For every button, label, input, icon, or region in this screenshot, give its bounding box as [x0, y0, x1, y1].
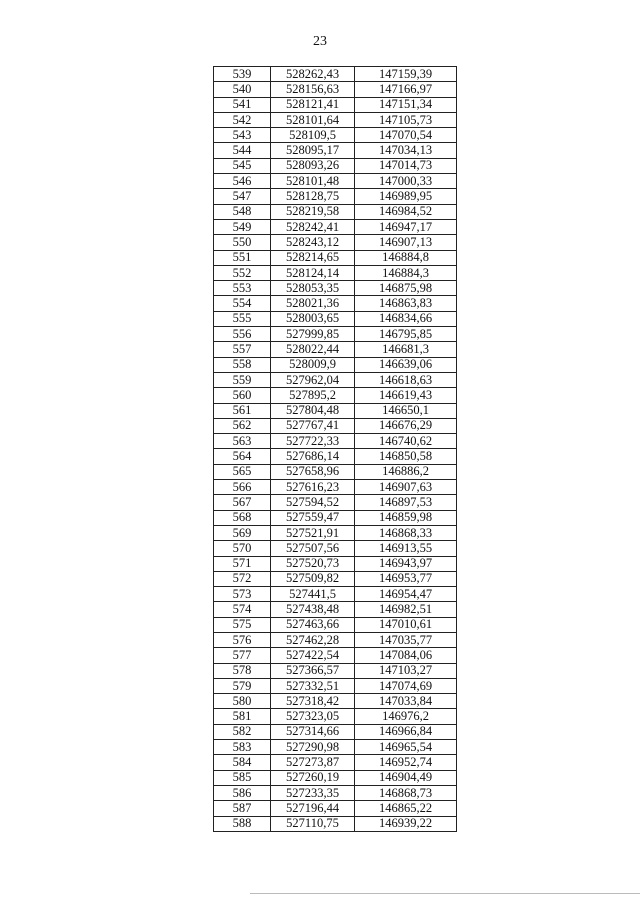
point-number-cell: 564 [214, 449, 271, 464]
y-coordinate-cell: 146650,1 [355, 403, 457, 418]
table-row [214, 617, 457, 632]
point-number-cell: 555 [214, 311, 271, 326]
y-coordinate-cell: 146868,73 [355, 785, 457, 800]
y-coordinate-cell: 146907,13 [355, 235, 457, 250]
y-coordinate-cell: 146619,43 [355, 388, 457, 403]
x-coordinate-cell: 527767,41 [271, 418, 355, 433]
y-coordinate-cell: 146795,85 [355, 327, 457, 342]
x-coordinate-cell: 528242,41 [271, 219, 355, 234]
y-coordinate-cell: 147035,77 [355, 632, 457, 647]
y-coordinate-cell: 146913,55 [355, 541, 457, 556]
table-row [214, 189, 457, 204]
table-row [214, 740, 457, 755]
point-number-cell: 587 [214, 801, 271, 816]
x-coordinate-cell: 527314,66 [271, 724, 355, 739]
table-row [214, 480, 457, 495]
x-coordinate-cell: 527318,42 [271, 694, 355, 709]
x-coordinate-cell: 527594,52 [271, 495, 355, 510]
y-coordinate-cell: 146976,2 [355, 709, 457, 724]
table-row [214, 342, 457, 357]
point-number-cell: 565 [214, 464, 271, 479]
point-number-cell: 579 [214, 678, 271, 693]
x-coordinate-cell: 528053,35 [271, 281, 355, 296]
y-coordinate-cell: 146681,3 [355, 342, 457, 357]
y-coordinate-cell: 147014,73 [355, 158, 457, 173]
y-coordinate-cell: 146740,62 [355, 434, 457, 449]
x-coordinate-cell: 527233,35 [271, 785, 355, 800]
table-row [214, 372, 457, 387]
point-number-cell: 573 [214, 587, 271, 602]
table-row [214, 495, 457, 510]
y-coordinate-cell: 146947,17 [355, 219, 457, 234]
y-coordinate-cell: 146863,83 [355, 296, 457, 311]
table-row [214, 663, 457, 678]
y-coordinate-cell: 146952,74 [355, 755, 457, 770]
y-coordinate-cell: 146859,98 [355, 510, 457, 525]
x-coordinate-cell: 527658,96 [271, 464, 355, 479]
x-coordinate-cell: 527463,66 [271, 617, 355, 632]
table-row [214, 678, 457, 693]
point-number-cell: 560 [214, 388, 271, 403]
x-coordinate-cell: 527507,56 [271, 541, 355, 556]
x-coordinate-cell: 528101,64 [271, 112, 355, 127]
x-coordinate-cell: 528093,26 [271, 158, 355, 173]
table-row [214, 250, 457, 265]
table-row [214, 219, 457, 234]
x-coordinate-cell: 527273,87 [271, 755, 355, 770]
y-coordinate-cell: 146884,3 [355, 265, 457, 280]
x-coordinate-cell: 527323,05 [271, 709, 355, 724]
x-coordinate-cell: 527520,73 [271, 556, 355, 571]
y-coordinate-cell: 146984,52 [355, 204, 457, 219]
x-coordinate-cell: 527438,48 [271, 602, 355, 617]
point-number-cell: 561 [214, 403, 271, 418]
point-number-cell: 577 [214, 648, 271, 663]
point-number-cell: 559 [214, 372, 271, 387]
y-coordinate-cell: 146943,97 [355, 556, 457, 571]
x-coordinate-cell: 527422,54 [271, 648, 355, 663]
point-number-cell: 588 [214, 816, 271, 831]
point-number-cell: 544 [214, 143, 271, 158]
table-row [214, 694, 457, 709]
point-number-cell: 586 [214, 785, 271, 800]
x-coordinate-cell: 528022,44 [271, 342, 355, 357]
point-number-cell: 546 [214, 174, 271, 189]
x-coordinate-cell: 527260,19 [271, 770, 355, 785]
point-number-cell: 551 [214, 250, 271, 265]
y-coordinate-cell: 146965,54 [355, 740, 457, 755]
x-coordinate-cell: 527366,57 [271, 663, 355, 678]
point-number-cell: 575 [214, 617, 271, 632]
x-coordinate-cell: 527509,82 [271, 571, 355, 586]
x-coordinate-cell: 527196,44 [271, 801, 355, 816]
point-number-cell: 584 [214, 755, 271, 770]
y-coordinate-cell: 146850,58 [355, 449, 457, 464]
y-coordinate-cell: 147105,73 [355, 112, 457, 127]
point-number-cell: 552 [214, 265, 271, 280]
table-row [214, 67, 457, 82]
point-number-cell: 583 [214, 740, 271, 755]
table-row [214, 801, 457, 816]
point-number-cell: 578 [214, 663, 271, 678]
table-row [214, 143, 457, 158]
y-coordinate-cell: 146953,77 [355, 571, 457, 586]
y-coordinate-cell: 146897,53 [355, 495, 457, 510]
y-coordinate-cell: 146618,63 [355, 372, 457, 387]
table-row [214, 770, 457, 785]
x-coordinate-cell: 528124,14 [271, 265, 355, 280]
table-row [214, 281, 457, 296]
table-row [214, 602, 457, 617]
y-coordinate-cell: 146868,33 [355, 525, 457, 540]
page-number: 23 [313, 34, 327, 49]
table-row [214, 82, 457, 97]
x-coordinate-cell: 527804,48 [271, 403, 355, 418]
point-number-cell: 540 [214, 82, 271, 97]
table-row [214, 357, 457, 372]
point-number-cell: 547 [214, 189, 271, 204]
y-coordinate-cell: 147070,54 [355, 128, 457, 143]
y-coordinate-cell: 147103,27 [355, 663, 457, 678]
x-coordinate-cell: 528156,63 [271, 82, 355, 97]
point-number-cell: 572 [214, 571, 271, 586]
y-coordinate-cell: 146886,2 [355, 464, 457, 479]
x-coordinate-cell: 527290,98 [271, 740, 355, 755]
point-number-cell: 554 [214, 296, 271, 311]
y-coordinate-cell: 146865,22 [355, 801, 457, 816]
point-number-cell: 549 [214, 219, 271, 234]
x-coordinate-cell: 528003,65 [271, 311, 355, 326]
table-row [214, 296, 457, 311]
x-coordinate-cell: 527462,28 [271, 632, 355, 647]
x-coordinate-cell: 528095,17 [271, 143, 355, 158]
x-coordinate-cell: 528021,36 [271, 296, 355, 311]
table-row [214, 816, 457, 831]
y-coordinate-cell: 146907,63 [355, 480, 457, 495]
table-row [214, 204, 457, 219]
y-coordinate-cell: 147033,84 [355, 694, 457, 709]
x-coordinate-cell: 527441,5 [271, 587, 355, 602]
table-row [214, 434, 457, 449]
point-number-cell: 574 [214, 602, 271, 617]
table-row [214, 632, 457, 647]
point-number-cell: 557 [214, 342, 271, 357]
table-row [214, 327, 457, 342]
x-coordinate-cell: 528262,43 [271, 67, 355, 82]
x-coordinate-cell: 527722,33 [271, 434, 355, 449]
table-row [214, 724, 457, 739]
table-row [214, 449, 457, 464]
point-number-cell: 571 [214, 556, 271, 571]
y-coordinate-cell: 146884,8 [355, 250, 457, 265]
table-row [214, 403, 457, 418]
coordinates-table [213, 66, 457, 832]
table-row [214, 418, 457, 433]
y-coordinate-cell: 147074,69 [355, 678, 457, 693]
point-number-cell: 567 [214, 495, 271, 510]
x-coordinate-cell: 528101,48 [271, 174, 355, 189]
table-row [214, 128, 457, 143]
table-row [214, 235, 457, 250]
point-number-cell: 539 [214, 67, 271, 82]
table-row [214, 785, 457, 800]
point-number-cell: 569 [214, 525, 271, 540]
y-coordinate-cell: 147084,06 [355, 648, 457, 663]
point-number-cell: 541 [214, 97, 271, 112]
table-row [214, 158, 457, 173]
y-coordinate-cell: 146904,49 [355, 770, 457, 785]
point-number-cell: 566 [214, 480, 271, 495]
point-number-cell: 545 [214, 158, 271, 173]
x-coordinate-cell: 528214,65 [271, 250, 355, 265]
point-number-cell: 556 [214, 327, 271, 342]
table-row [214, 709, 457, 724]
x-coordinate-cell: 528109,5 [271, 128, 355, 143]
x-coordinate-cell: 527110,75 [271, 816, 355, 831]
table-row [214, 388, 457, 403]
point-number-cell: 568 [214, 510, 271, 525]
point-number-cell: 542 [214, 112, 271, 127]
y-coordinate-cell: 146989,95 [355, 189, 457, 204]
y-coordinate-cell: 146639,06 [355, 357, 457, 372]
y-coordinate-cell: 147034,13 [355, 143, 457, 158]
point-number-cell: 548 [214, 204, 271, 219]
table-row [214, 755, 457, 770]
x-coordinate-cell: 527332,51 [271, 678, 355, 693]
table-row [214, 112, 457, 127]
x-coordinate-cell: 527999,85 [271, 327, 355, 342]
y-coordinate-cell: 146954,47 [355, 587, 457, 602]
point-number-cell: 576 [214, 632, 271, 647]
table-row [214, 97, 457, 112]
x-coordinate-cell: 527962,04 [271, 372, 355, 387]
point-number-cell: 558 [214, 357, 271, 372]
table-row [214, 265, 457, 280]
y-coordinate-cell: 146875,98 [355, 281, 457, 296]
y-coordinate-cell: 146834,66 [355, 311, 457, 326]
point-number-cell: 550 [214, 235, 271, 250]
y-coordinate-cell: 147000,33 [355, 174, 457, 189]
point-number-cell: 582 [214, 724, 271, 739]
y-coordinate-cell: 147010,61 [355, 617, 457, 632]
x-coordinate-cell: 528009,9 [271, 357, 355, 372]
y-coordinate-cell: 146676,29 [355, 418, 457, 433]
table-row [214, 556, 457, 571]
point-number-cell: 562 [214, 418, 271, 433]
point-number-cell: 580 [214, 694, 271, 709]
y-coordinate-cell: 147166,97 [355, 82, 457, 97]
x-coordinate-cell: 527521,91 [271, 525, 355, 540]
table-row [214, 587, 457, 602]
point-number-cell: 543 [214, 128, 271, 143]
point-number-cell: 553 [214, 281, 271, 296]
point-number-cell: 563 [214, 434, 271, 449]
x-coordinate-cell: 528128,75 [271, 189, 355, 204]
y-coordinate-cell: 147151,34 [355, 97, 457, 112]
x-coordinate-cell: 528219,58 [271, 204, 355, 219]
y-coordinate-cell: 147159,39 [355, 67, 457, 82]
point-number-cell: 585 [214, 770, 271, 785]
x-coordinate-cell: 527895,2 [271, 388, 355, 403]
x-coordinate-cell: 527616,23 [271, 480, 355, 495]
point-number-cell: 581 [214, 709, 271, 724]
y-coordinate-cell: 146966,84 [355, 724, 457, 739]
bottom-rule [250, 893, 640, 894]
table-row [214, 541, 457, 556]
table-row [214, 571, 457, 586]
y-coordinate-cell: 146939,22 [355, 816, 457, 831]
y-coordinate-cell: 146982,51 [355, 602, 457, 617]
x-coordinate-cell: 528121,41 [271, 97, 355, 112]
table-row [214, 510, 457, 525]
x-coordinate-cell: 527686,14 [271, 449, 355, 464]
point-number-cell: 570 [214, 541, 271, 556]
table-row [214, 174, 457, 189]
table-row [214, 648, 457, 663]
table-row [214, 464, 457, 479]
x-coordinate-cell: 527559,47 [271, 510, 355, 525]
table-row [214, 311, 457, 326]
table-row [214, 525, 457, 540]
coordinates-table-body [214, 67, 457, 832]
x-coordinate-cell: 528243,12 [271, 235, 355, 250]
